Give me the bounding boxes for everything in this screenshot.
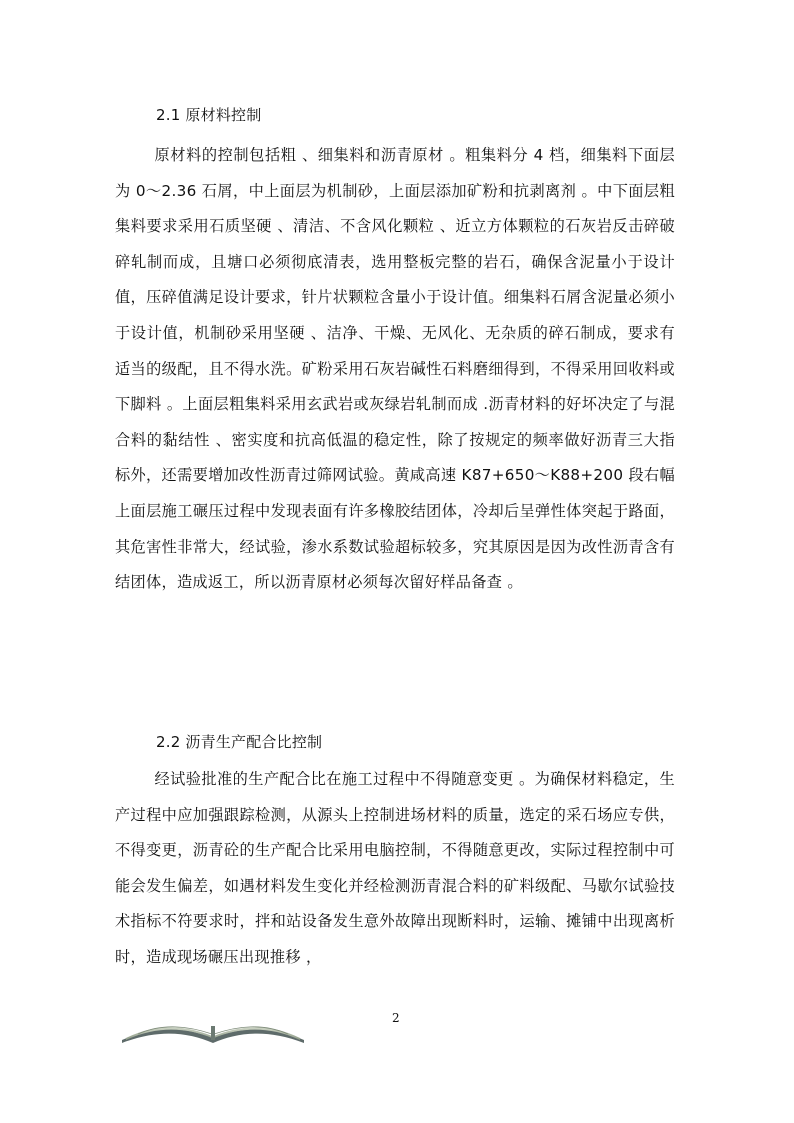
paragraph-raw-materials: 原材料的控制包括粗 、细集料和沥青原材 。粗集料分 4 档，细集料下面层为 0～2.36 石屑，中上面层为机制砂，上面层添加矿粉和抗剥离剂 。中下面层粗集料要求采用石质坚硬 、清洁、不含风化颗粒 、近立方体颗粒的石灰岩反击碎破碎轧制而成，且塘口必须彻底清表，选用整板完整的岩石，确保含泥量小于设计值，压碎值满足设计要求，针片状颗粒含量小于设计值。细集料石屑含泥量必须小于设计值，机制砂采用坚硬 、洁净、干燥、无风化、无杂质的碎石制成，要求有适当的级配，且不得水洗。矿粉采用石灰岩碱性石料磨细得到，不得采用回收料或下脚料 。上面层粗集料采用玄武岩或灰绿岩轧制而成 .沥青材料的好坏决定了与混合料的黏结性 、密实度和抗高低温的稳定性，除了按规定的频率做好沥青三大指标外，还需要增加改性沥青过筛网试验。黄咸高速 K87+650～K88+200 段右幅上面层施工碾压过程中发现表面有许多橡胶结团体，冷却后呈弹性体突起于路面，其危害性非常大，经试验，渗水系数试验超标较多，究其原因是因为改性沥青含有结团体，造成返工，所以沥青原材必须每次留好样品备查 。 bbox=[115, 146, 675, 592]
section-heading-raw-materials: 2.1 原材料控制 bbox=[156, 106, 262, 124]
page-number: 2 bbox=[392, 1011, 400, 1025]
paragraph-mix-ratio: 经试验批准的生产配合比在施工过程中不得随意变更 。为确保材料稳定，生产过程中应加强跟踪检测，从源头上控制进场材料的质量，选定的采石场应专供，不得变更，沥青砼的生产配合比采用电脑控制，不得随意更改，实际过程控制中可能会发生偏差，如遇材料发生变化并经检测沥青混合料的矿料级配、马歇尔试验技术指标不符要求时，拌和站设备发生意外故障出现断料时，运输、摊铺中出现离析时，造成现场碾压出现推移 ， bbox=[115, 770, 675, 966]
open-book-icon bbox=[118, 1010, 308, 1046]
section-heading-mix-ratio: 2.2 沥青生产配合比控制 bbox=[156, 733, 323, 751]
